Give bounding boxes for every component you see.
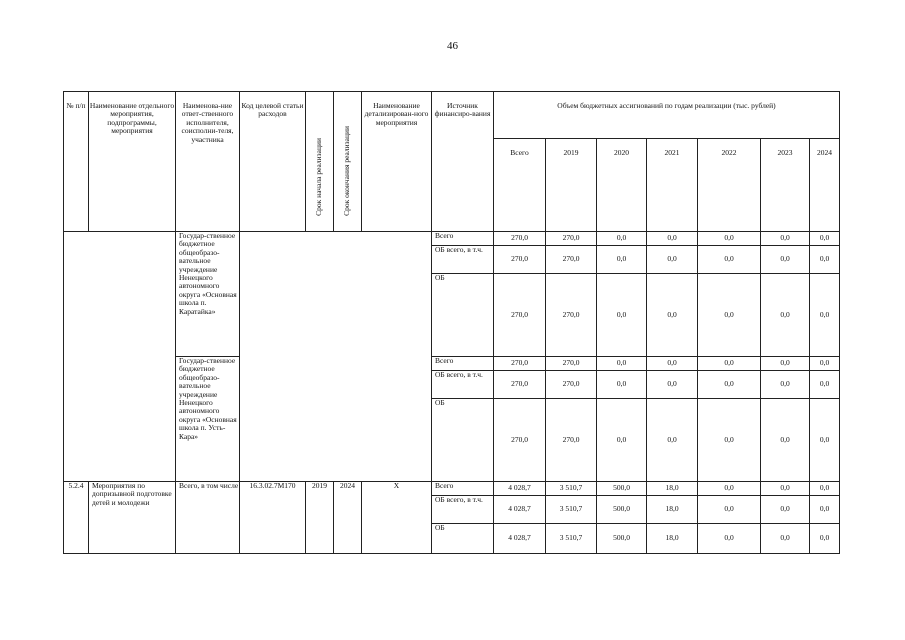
source-cell: Всего — [432, 482, 494, 496]
value-cell: 0,0 — [597, 246, 647, 274]
value-cell: 500,0 — [597, 524, 647, 554]
value-cell: 0,0 — [597, 357, 647, 371]
value-cell: 0,0 — [761, 232, 810, 246]
year-header-2019: 2019 — [546, 139, 597, 232]
header-num: № п/п — [64, 92, 89, 232]
measure-end: 2024 — [334, 482, 362, 554]
value-cell: 0,0 — [698, 274, 761, 357]
value-cell: 3 510,7 — [546, 482, 597, 496]
value-cell: 0,0 — [647, 399, 698, 482]
value-cell: 0,0 — [698, 246, 761, 274]
source-cell: Всего — [432, 232, 494, 246]
value-cell: 18,0 — [647, 482, 698, 496]
year-header-2021: 2021 — [647, 139, 698, 232]
value-cell: 270,0 — [494, 246, 546, 274]
value-cell: 500,0 — [597, 482, 647, 496]
value-cell: 0,0 — [761, 274, 810, 357]
header-detail: Наименование детализирован-ного мероприятия — [362, 92, 432, 232]
value-cell: 0,0 — [698, 232, 761, 246]
value-cell: 0,0 — [647, 246, 698, 274]
table-row — [64, 482, 840, 496]
year-header-2024: 2024 — [810, 139, 840, 232]
header-end-cell — [334, 92, 362, 232]
value-cell: 0,0 — [698, 371, 761, 399]
value-cell: 270,0 — [494, 371, 546, 399]
source-cell: ОБ всего, в т.ч. — [432, 496, 494, 524]
value-cell: 270,0 — [546, 232, 597, 246]
value-cell: 270,0 — [546, 399, 597, 482]
value-cell: 4 028,7 — [494, 482, 546, 496]
blank-cell — [64, 232, 176, 482]
value-cell: 3 510,7 — [546, 496, 597, 524]
source-cell: Всего — [432, 357, 494, 371]
header-name: Наименование отдельного мероприятия, подпрограммы, мероприятия — [89, 92, 176, 232]
header-start-cell — [306, 92, 334, 232]
value-cell: 0,0 — [761, 357, 810, 371]
table-row — [64, 232, 840, 246]
header-code: Код целевой статьи расходов — [240, 92, 306, 232]
value-cell: 270,0 — [546, 371, 597, 399]
year-header-2022: 2022 — [698, 139, 761, 232]
header-end: Срок окончания реализации — [342, 126, 352, 216]
budget-allocation-table — [63, 91, 840, 554]
value-cell: 0,0 — [597, 399, 647, 482]
value-cell: 270,0 — [494, 232, 546, 246]
page-number: 46 — [447, 40, 458, 52]
value-cell: 18,0 — [647, 524, 698, 554]
value-cell: 270,0 — [546, 246, 597, 274]
value-cell: 0,0 — [761, 482, 810, 496]
value-cell: 0,0 — [810, 524, 840, 554]
year-header-2020: 2020 — [597, 139, 647, 232]
measure-executor: Всего, в том числе — [176, 482, 240, 554]
value-cell: 0,0 — [647, 274, 698, 357]
value-cell: 0,0 — [647, 232, 698, 246]
year-header-total: Всего — [494, 139, 546, 232]
value-cell: 0,0 — [810, 371, 840, 399]
blank-cell — [240, 232, 432, 482]
value-cell: 0,0 — [810, 496, 840, 524]
source-cell: ОБ всего, в т.ч. — [432, 246, 494, 274]
measure-num: 5.2.4 — [64, 482, 89, 554]
value-cell: 270,0 — [494, 274, 546, 357]
value-cell: 0,0 — [698, 524, 761, 554]
source-cell: ОБ — [432, 274, 494, 357]
value-cell: 0,0 — [698, 399, 761, 482]
measure-code: 16.3.02.7М170 — [240, 482, 306, 554]
value-cell: 0,0 — [761, 524, 810, 554]
source-cell: ОБ — [432, 524, 494, 554]
value-cell: 270,0 — [494, 399, 546, 482]
value-cell: 0,0 — [597, 274, 647, 357]
value-cell: 0,0 — [761, 246, 810, 274]
value-cell: 0,0 — [698, 482, 761, 496]
value-cell: 3 510,7 — [546, 524, 597, 554]
value-cell: 270,0 — [546, 357, 597, 371]
value-cell: 4 028,7 — [494, 524, 546, 554]
value-cell: 0,0 — [810, 357, 840, 371]
value-cell: 0,0 — [647, 357, 698, 371]
value-cell: 0,0 — [698, 496, 761, 524]
value-cell: 0,0 — [810, 399, 840, 482]
value-cell: 0,0 — [597, 232, 647, 246]
header-start: Срок начала реализации — [314, 138, 324, 216]
year-header-2023: 2023 — [761, 139, 810, 232]
header-source: Источник финансиро-вания — [432, 92, 494, 232]
value-cell: 0,0 — [810, 274, 840, 357]
header-row — [64, 92, 840, 139]
value-cell: 500,0 — [597, 496, 647, 524]
value-cell: 0,0 — [761, 371, 810, 399]
value-cell: 0,0 — [647, 371, 698, 399]
executor-cell: Государ-ственное бюджетное общеобразо-вательное учреждение Ненецкого автономного округа «Основная школа п. Усть-Кара» — [176, 357, 240, 482]
header-volume: Объем бюджетных ассигнований по годам реализации (тыс. рублей) — [494, 92, 840, 139]
header-executor: Наименова-ние ответ-ственного исполнителя, соисполни-теля, участника — [176, 92, 240, 232]
executor-cell: Государ-ственное бюджетное общеобразо-вательное учреждение Ненецкого автономного округа «Основная школа п. Каратайка» — [176, 232, 240, 357]
value-cell: 4 028,7 — [494, 496, 546, 524]
value-cell: 0,0 — [698, 357, 761, 371]
value-cell: 270,0 — [494, 357, 546, 371]
value-cell: 0,0 — [761, 399, 810, 482]
table-row — [64, 357, 840, 371]
measure-detail: Х — [362, 482, 432, 554]
value-cell: 270,0 — [546, 274, 597, 357]
value-cell: 0,0 — [810, 232, 840, 246]
source-cell: ОБ — [432, 399, 494, 482]
value-cell: 18,0 — [647, 496, 698, 524]
value-cell: 0,0 — [597, 371, 647, 399]
measure-name: Мероприятия по допризывной подготовке детей и молодежи — [89, 482, 176, 554]
value-cell: 0,0 — [761, 496, 810, 524]
measure-start: 2019 — [306, 482, 334, 554]
value-cell: 0,0 — [810, 246, 840, 274]
value-cell: 0,0 — [810, 482, 840, 496]
source-cell: ОБ всего, в т.ч. — [432, 371, 494, 399]
